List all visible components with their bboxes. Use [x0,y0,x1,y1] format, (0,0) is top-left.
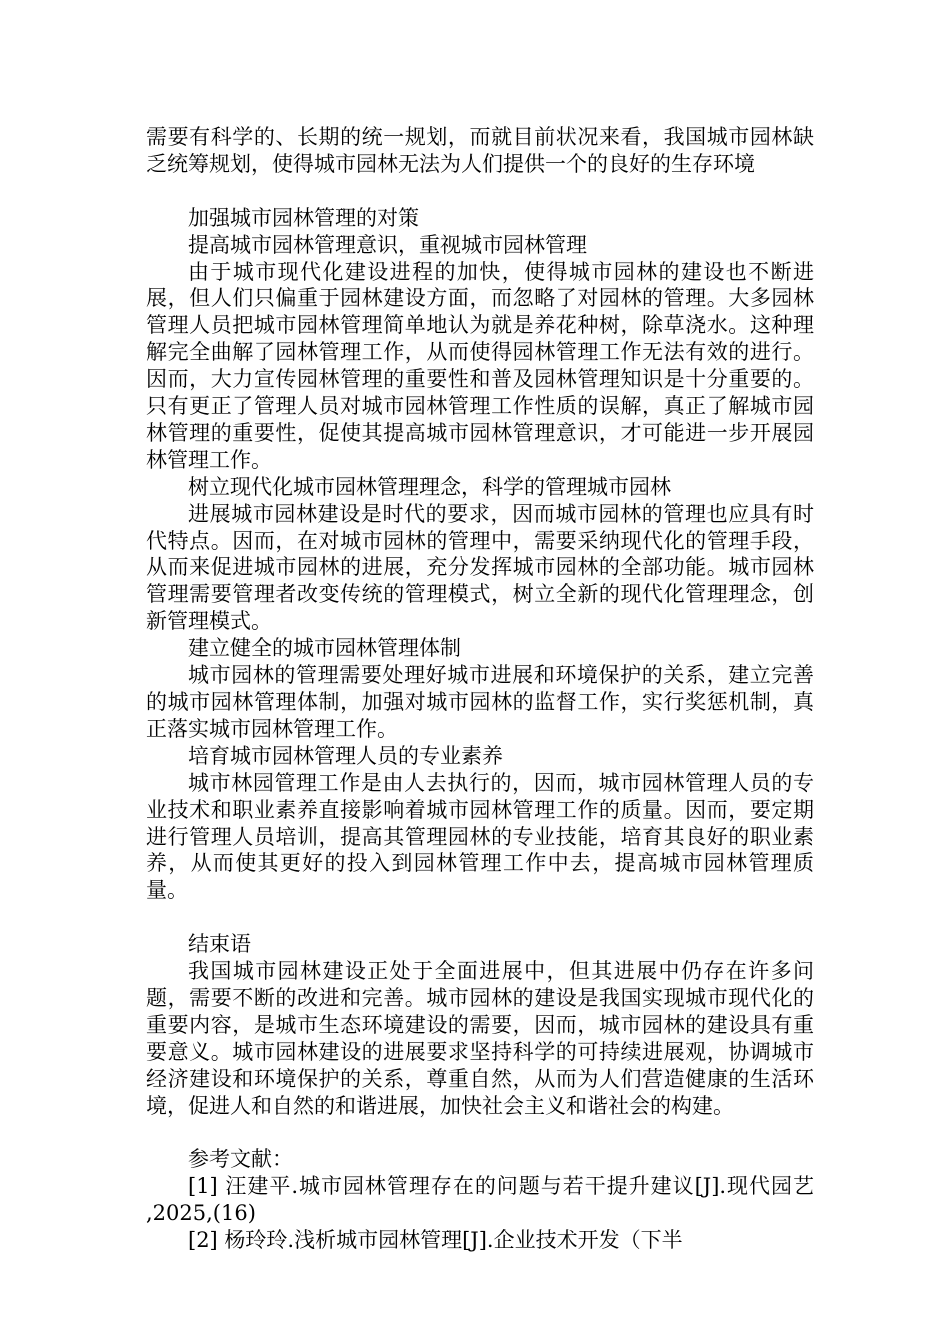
references-heading: 参考文献： [188,1147,293,1172]
spacer [146,178,814,205]
conclusion-heading: 结束语 [188,932,251,957]
subsection-body: 进展城市园林建设是时代的要求，因而城市园林的管理也应具有时代特点。因而，在对城市园林的管理中，需要采纳现代化的管理手段，从而来促进城市园林的进展，充分发挥城市园林的全部功能。城市园林管理需要管理者改变传统的管理模式，树立全新的现代化管理理念，创新管理模式。 [146,501,814,634]
subsection-body: 城市林园管理工作是由人去执行的，因而，城市园林管理人员的专业技术和职业素养直接影响着城市园林管理工作的质量。因而，要定期进行管理人员培训，提高其管理园林的专业技能，培育其良好的职业素养，从而使其更好的投入到园林管理工作中去，提高城市园林管理质量。 [146,770,814,903]
subsection-heading: 树立现代化城市园林管理理念，科学的管理城市园林 [188,474,671,499]
document-page [146,124,814,1254]
subsection-heading: 提高城市园林管理意识，重视城市园林管理 [188,232,587,257]
spacer [146,904,814,931]
reference-item: [1] 汪建平.城市园林管理存在的问题与若干提升建议[J].现代园艺 ,2025,(16) [146,1174,814,1226]
spacer [146,1120,814,1147]
reference-item: [2] 杨玲玲.浅析城市园林管理[J].企业技术开发（下半 [188,1228,683,1253]
conclusion-body: 我国城市园林建设正处于全面进展中，但其进展中仍存在许多问题，需要不断的改进和完善。城市园林的建设是我国实现城市现代化的重要内容，是城市生态环境建设的需要，因而，城市园林的建设具有重要意义。城市园林建设的进展要求坚持科学的可持续进展观，协调城市经济建设和环境保护的关系，尊重自然，从而为人们营造健康的生活环境，促进人和自然的和谐进展，加快社会主义和谐社会的构建。 [146,959,814,1118]
opening-paragraph: 需要有科学的、长期的统一规划，而就目前状况来看，我国城市园林缺乏统筹规划，使得城市园林无法为人们提供一个的良好的生存环境 [146,125,814,176]
subsection-heading: 培育城市园林管理人员的专业素养 [188,743,503,768]
subsection-heading: 建立健全的城市园林管理体制 [188,636,461,661]
section-title: 加强城市园林管理的对策 [188,205,419,230]
subsection-body: 城市园林的管理需要处理好城市进展和环境保护的关系，建立完善的城市园林管理体制，加强对城市园林的监督工作，实行奖惩机制，真正落实城市园林管理工作。 [146,663,814,741]
subsection-body: 由于城市现代化建设进程的加快，使得城市园林的建设也不断进展，但人们只偏重于园林建设方面，而忽略了对园林的管理。大多园林管理人员把城市园林管理简单地认为就是养花种树，除草浇水。这种理解完全曲解了园林管理工作，从而使得园林管理工作无法有效的进行。因而，大力宣传园林管理的重要性和普及园林管理知识是十分重要的。只有更正了管理人员对城市园林管理工作性质的误解，真正了解城市园林管理的重要性，促使其提高城市园林管理意识，才可能进一步开展园林管理工作。 [146,259,814,472]
